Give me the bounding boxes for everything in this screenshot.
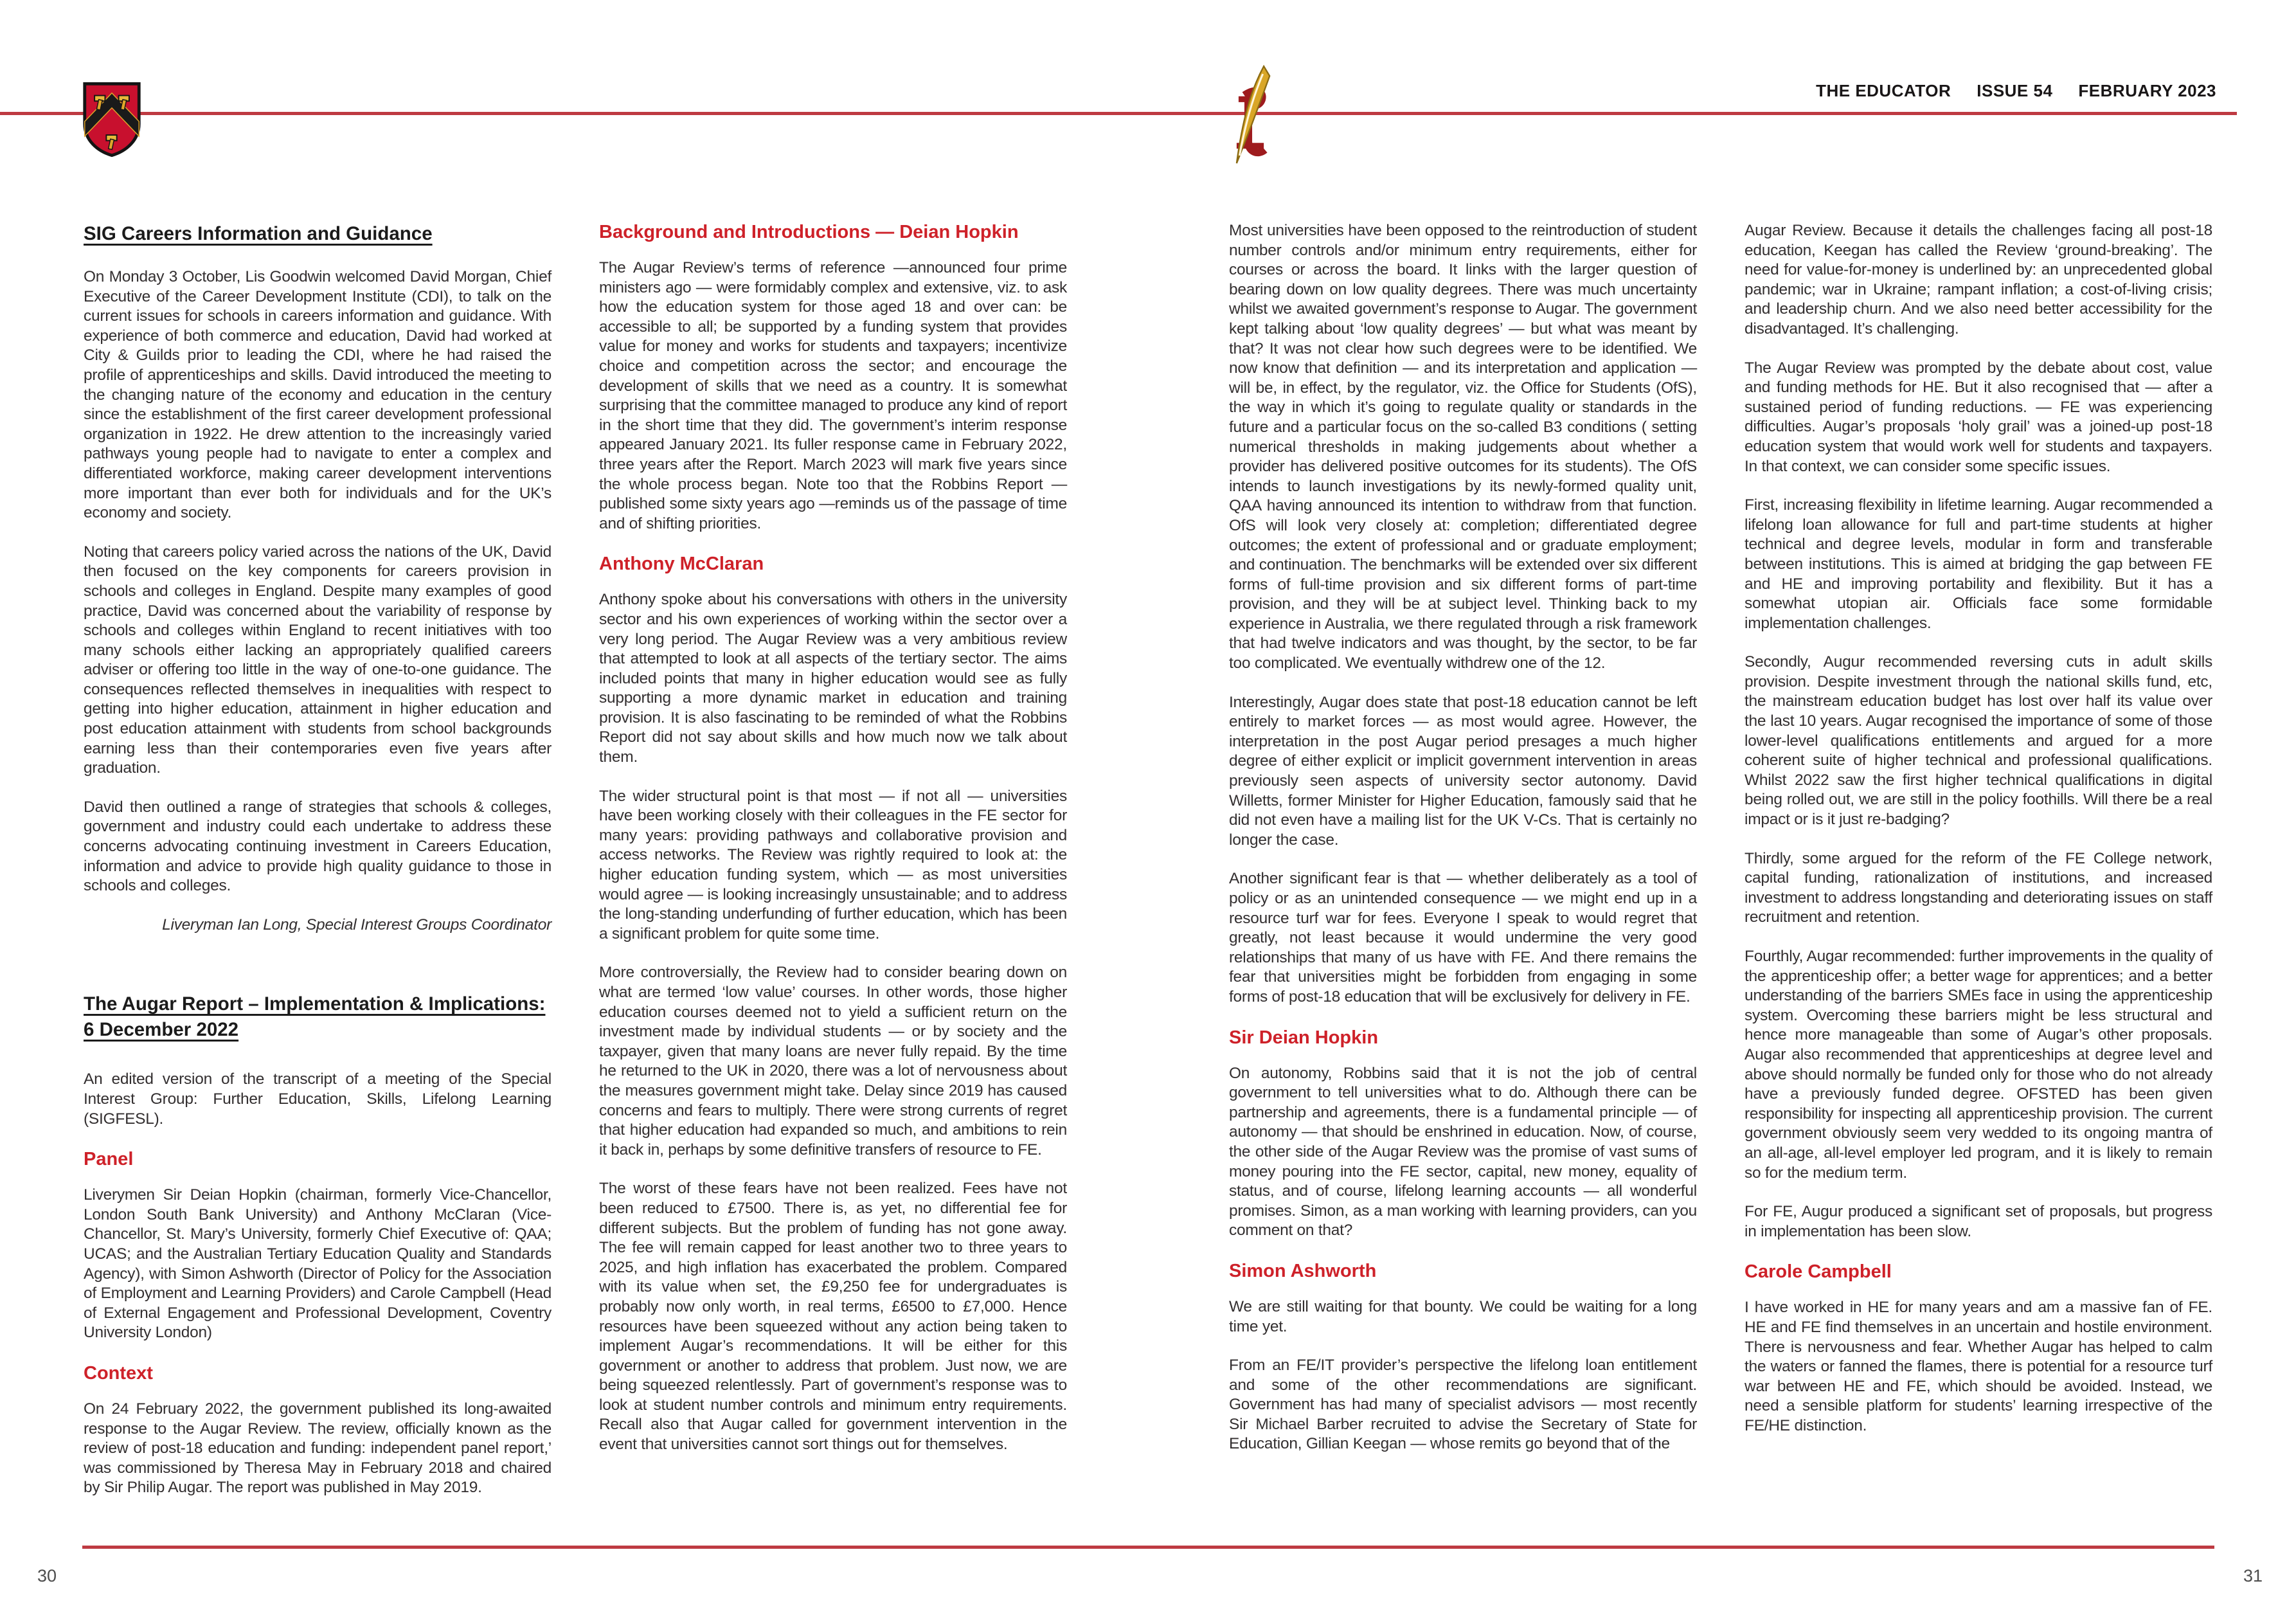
paragraph: Another significant fear is that — whether deliberately as a tool of policy or as an unintended consequence — we might end up in a resource turf war for fees. Everyone I speak to would regret that greatly, not least because it would undermine the very good relationships that many of us have with FE. And there remains the fear that universities might be forbidden from engaging in some forms of post-18 education that will be exclusively for delivery in FE. <box>1229 870 1697 1006</box>
heading-line-1: The Augar Report – Implementation & Implications: <box>84 993 546 1015</box>
paragraph: On 24 February 2022, the government published its long-awaited response to the Augar Review. The review, officially known as the review of post-18 education and funding: independent panel report,’ was commissioned by Theresa May in February 2018 and chaired by Sir Philip Augar. The report was published in May 2019. <box>84 1400 552 1497</box>
paragraph: I have worked in HE for many years and am a massive fan of FE. HE and FE find themselves in an uncertain and hostile environment. There is nervousness and fear. Whether Augar has helped to calm the waters or fanned the flames, there is potential for a resource turf war between HE and FE, which should be avoided. Instead, we need a sensible platform for students’ learning irrespective of the FE/HE distinction. <box>1744 1299 2212 1434</box>
heading-line-2: 6 December 2022 <box>84 1019 239 1041</box>
paragraph: David then outlined a range of strategies that schools & colleges, government and industry could each undertake to address these concerns advocating continuing investment in Careers Education, information and advice to provide high quality guidance to those in schools and colleges. <box>84 798 552 895</box>
page-number-left: 30 <box>37 1566 57 1585</box>
section-heading-hopkin: Sir Deian Hopkin <box>1229 1027 1379 1048</box>
page-number-right: 31 <box>2243 1566 2263 1585</box>
paragraph: Liverymen Sir Deian Hopkin (chairman, formerly Vice-Chancellor, London South Bank University) and Anthony McClaran (Vice-Chancellor, St. Mary’s University, formerly Chief Executive of: QAA; UCAS; and the Australian Tertiary Education Quality and Standards Agency), with Simon Ashworth (Director of Policy for the Association of Employment and Learning Providers) and Carole Campbell (Head of External Engagement and Professional Development, Coventry University London) <box>84 1186 552 1342</box>
masthead-issue: ISSUE 54 <box>1977 81 2053 100</box>
paragraph: More controversially, the Review had to consider bearing down on what are termed ‘low value’ courses. In other words, those higher education courses deemed not to yield a sufficient return on the investment made by individual students — or by society and the taxpayer, given that many loans are never fully repaid. By the time he returned to the UK in 2020, there was a lot of nervousness about the measures government might take. Delay since 2019 has caused concerns and fears to multiply. There were strong currents of regret that higher education had expanded so much, and ambitions to rein it back in, perhaps by some definitive transfers of resource to FE. <box>599 964 1067 1159</box>
paragraph: First, increasing flexibility in lifetime learning. Augar recommended a lifelong loan allowance for full and part-time students at higher technical and degree levels, modular in form and transferable between institutions. This is aimed at bridging the gap between FE and HE and improving portability and flexibility. But it has a somewhat utopian air. Officials face some formidable implementation challenges. <box>1744 496 2212 632</box>
paragraph: The Augar Review’s terms of reference —announced four prime ministers ago — were formidably complex and extensive, viz. to ask how the education system for those aged 18 and over can: be accessible to all; be supported by a funding system that provides value for money and works for students and taxpayers; incentivize choice and competition across the sector; and encourage the development of skills that we need as a country. It is somewhat surprising that the committee managed to produce any kind of report in the short time that they did. The government’s interim response appeared January 2021. Its fuller response came in February 2022, three years after the Report. March 2023 will mark five years since the whole process began. Note too that the Robbins Report — published some sixty years ago —reminds us of the passage of time and of shifting priorities. <box>599 259 1067 532</box>
right-page-column-1 <box>1229 221 1697 1474</box>
paragraph: From an FE/IT provider’s perspective the lifelong loan entitlement and some of the other recommendations are significant. Government has had many of specialist advisors — most recently Sir Michael Barber recruited to advise the Secretary of State for Education, Gillian Keegan — whose remits go beyond that of the <box>1229 1357 1697 1453</box>
article-heading-augar-report <box>84 991 552 1043</box>
paragraph: For FE, Augur produced a significant set of proposals, but progress in implementation has been slow. <box>1744 1203 2212 1240</box>
paragraph: Most universities have been opposed to the reintroduction of student number controls and/or minimum entry requirements, either for courses or across the board. It links with the larger question of bearing down on low quality degrees. There was much uncertainty whilst we awaited government’s response to Augar. The government kept talking about ‘low quality degrees’ — but what was meant by that? It was not clear how such degrees were to be identified. We now know that definition — and its interpretation and application — will be, in effect, by the regulator, viz. the Office for Students (OfS), the way in which it’s going to regulate quality or standards in the future and a particular focus on the so-called B3 conditions ( setting numerical thresholds in making judgements about whether a provider has delivered positive outcomes for its students). The OfS intends to launch investigations by its newly-formed quality unit, QAA having announced its intention to withdraw from that function. OfS will look very closely at: completion; differentiated degree outcomes; the extent of professional and or graduate employment; and continuation. The benchmarks will be extended over six different forms of full-time provision and six different forms of part-time provision, and they will be at subject level. Thinking back to my experience in Australia, we there regulated through a risk framework that had twelve indicators and was thought, by the sector, to be far too complicated. We eventually withdrew one of the 12. <box>1229 222 1697 672</box>
top-rule <box>0 112 2237 115</box>
paragraph: Fourthly, Augar recommended: further improvements in the quality of the apprenticeship offer; a better wage for apprentices; and a better understanding of the barriers SMEs face in using the apprenticeship system. Overcoming these barriers might be less structural and hence more manageable than some of Augar’s other proposals. Augar also recommended that apprenticeships at degree level and above should normally be funded only for those who do not already have a previously funded degree. OFSTED has been given responsibility for inspecting all apprenticeship provision. The current government obviously seem very wedded to its ongoing mantra of an all-age, all-level employer led program, and it is likely to remain so for the medium term. <box>1744 948 2212 1182</box>
bottom-rule-right-page <box>1148 1546 2214 1549</box>
masthead-title: THE EDUCATOR <box>1816 81 1951 100</box>
section-heading-panel: Panel <box>84 1149 134 1170</box>
masthead <box>1816 81 2216 101</box>
section-heading-mcclaran: Anthony McClaran <box>599 554 764 575</box>
paragraph: The Augar Review was prompted by the debate about cost, value and funding methods for HE. But it also recognised that — after a sustained period of funding reductions. — FE was experiencing difficulties. Augar’s proposals ‘holy grail’ was a joined-up post-18 education system that would work well for students and taxpayers. In that context, we can consider some specific issues. <box>1744 359 2212 475</box>
paragraph: The worst of these fears have not been realized. Fees have not been reduced to £7500. There is, as yet, no differential fee for different subjects. But the problem of funding has not gone away. The fee will remain capped for least another two to three years to 2025, and high inflation has exacerbated the problem. Compared with its value when set, the £9,250 fee for undergraduates is probably now only worth, in real terms, £6500 to £7,000. Hence resources have been squeezed without any action being taken to implement Augar’s recommendations. It will be either for this government or another to address that problem. Just now, we are being squeezed relentlessly. Part of government’s response was to look at student number controls and minimum entry requirements. Recall also that Augar called for government intervention in the event that universities cannot sort things out for themselves. <box>599 1180 1067 1454</box>
bottom-rule-left-page <box>82 1546 1148 1549</box>
paragraph: Anthony spoke about his conversations with others in the university sector and his own experiences of working within the sector over a very long period. The Augar Review was a very ambitious review that attempted to look at all aspects of the tertiary sector. The aims included points that many in higher education would see as fully supporting a more dynamic market in education and training provision. It is also fascinating to be reminded of what the Robbins Report did not say about skills and how much now we talk about them. <box>599 591 1067 766</box>
paragraph: An edited version of the transcript of a meeting of the Special Interest Group: Further Education, Skills, Lifelong Learning (SIGFESL). <box>84 1070 552 1128</box>
paragraph: Interestingly, Augar does state that post-18 education cannot be left entirely to market forces — as most would agree. However, the interpretation in the post Augar period presages a much higher degree of either explicit or implicit government intervention in areas previously seen aspects of university sector autonomy. David Willetts, former Minister for Higher Education, famously said that he did not even have a mailing list for the UK V-Cs. That is certainly no longer the case. <box>1229 693 1697 849</box>
paragraph: Secondly, Augur recommended reversing cuts in adult skills provision. Despite investment through the national skills fund, etc, the mainstream education budget has lost over half its value over the last 10 years. Augar recognised the importance of some of those lower-level qualifications entitlements and argued for a more coherent suite of higher technical and professional qualifications. Whilst 2022 saw the first higher technical qualifications in digital being rolled out, we are still in the policy foothills. Will there be a real impact or is it just re-badging? <box>1744 653 2212 829</box>
left-page-column-2 <box>599 221 1067 1474</box>
right-page-column-2 <box>1744 221 2212 1455</box>
crest-icon <box>81 81 143 158</box>
section-heading-background: Background and Introductions — Deian Hopkin <box>599 222 1019 242</box>
paragraph: Augar Review. Because it details the challenges facing all post-18 education, Keegan has called the Review ‘ground-breaking’. The need for value-for-money is underlined by: an unprecedented global pandemic; war in Ukraine; rampant inflation; a cost-of-living crisis; and leadership churn. And we also need better accessibility for the disadvantaged. It’s challenging. <box>1744 222 2212 338</box>
paragraph: Noting that careers policy varied across the nations of the UK, David then focused on the key components for careers provision in schools and colleges in England. Despite many examples of good practice, David was concerned about the variability of response by schools and colleges within England to recent initiatives with too many schools either lacking an appropriately qualified careers adviser or offering too little in the way of one-to-one guidance. The consequences reflected themselves in inequalities with respect to getting into higher education, attainment in higher education and post education attainment with students from school backgrounds earning less than their contemporaries even five years after graduation. <box>84 543 552 777</box>
masthead-date: FEBRUARY 2023 <box>2078 81 2216 100</box>
section-heading-ashworth: Simon Ashworth <box>1229 1260 1377 1281</box>
byline-ian-long: Liveryman Ian Long, Special Interest Groups Coordinator <box>162 916 552 934</box>
paragraph: The wider structural point is that most — if not all — universities have been working closely with their colleagues in the FE sector for many years: providing pathways and collaborative provision and access networks. The Review was rightly required to look at: the higher education funding system, which — as most universities would agree — is looking increasingly unsustainable; and to address the long-standing underfunding of further education, which has been a significant problem for quite some time. <box>599 787 1067 943</box>
paragraph: Thirdly, some argued for the reform of the FE College network, capital funding, rationalization of institutions, and increased investment to address longstanding and deteriorating issues on staff recruitment and retention. <box>1744 849 2212 926</box>
section-heading-campbell: Carole Campbell <box>1744 1261 1892 1283</box>
paragraph: We are still waiting for that bounty. We could be waiting for a long time yet. <box>1229 1297 1697 1335</box>
paragraph: On autonomy, Robbins said that it is not the job of central government to tell universities what to do. Although there can be partnership and agreements, there is a fundamental principle — of autonomy — that should be enshrined in education. Now, of course, the other side of the Augar Review was the promise of vast sums of money pouring into the FE sector, capital, new money, equality of status, and of course, lifelong learning accounts — all wonderful promises. Simon, as a man working with learning providers, can you comment on that? <box>1229 1064 1697 1240</box>
left-page-column-1 <box>84 221 552 1517</box>
quill-icon <box>1219 64 1278 171</box>
section-heading-context: Context <box>84 1362 153 1384</box>
paragraph: On Monday 3 October, Lis Goodwin welcomed David Morgan, Chief Executive of the Career Development Institute (CDI), to talk on the current issues for schools in careers information and guidance. With experience of both commerce and education, David had worked at City & Guilds prior to leading the CDI, where he had raised the profile of apprenticeships and skills. David introduced the meeting to the changing nature of the economy and education in the century since the establishment of the first career development professional organization in 1922. He drew attention to the increasingly varied pathways young people had to navigate to enter a complex and differentiated workforce, making career development interventions more important than ever both for individuals and for the UK’s economy and society. <box>84 268 552 522</box>
article-heading-sig-careers: SIG Careers Information and Guidance <box>84 223 433 244</box>
